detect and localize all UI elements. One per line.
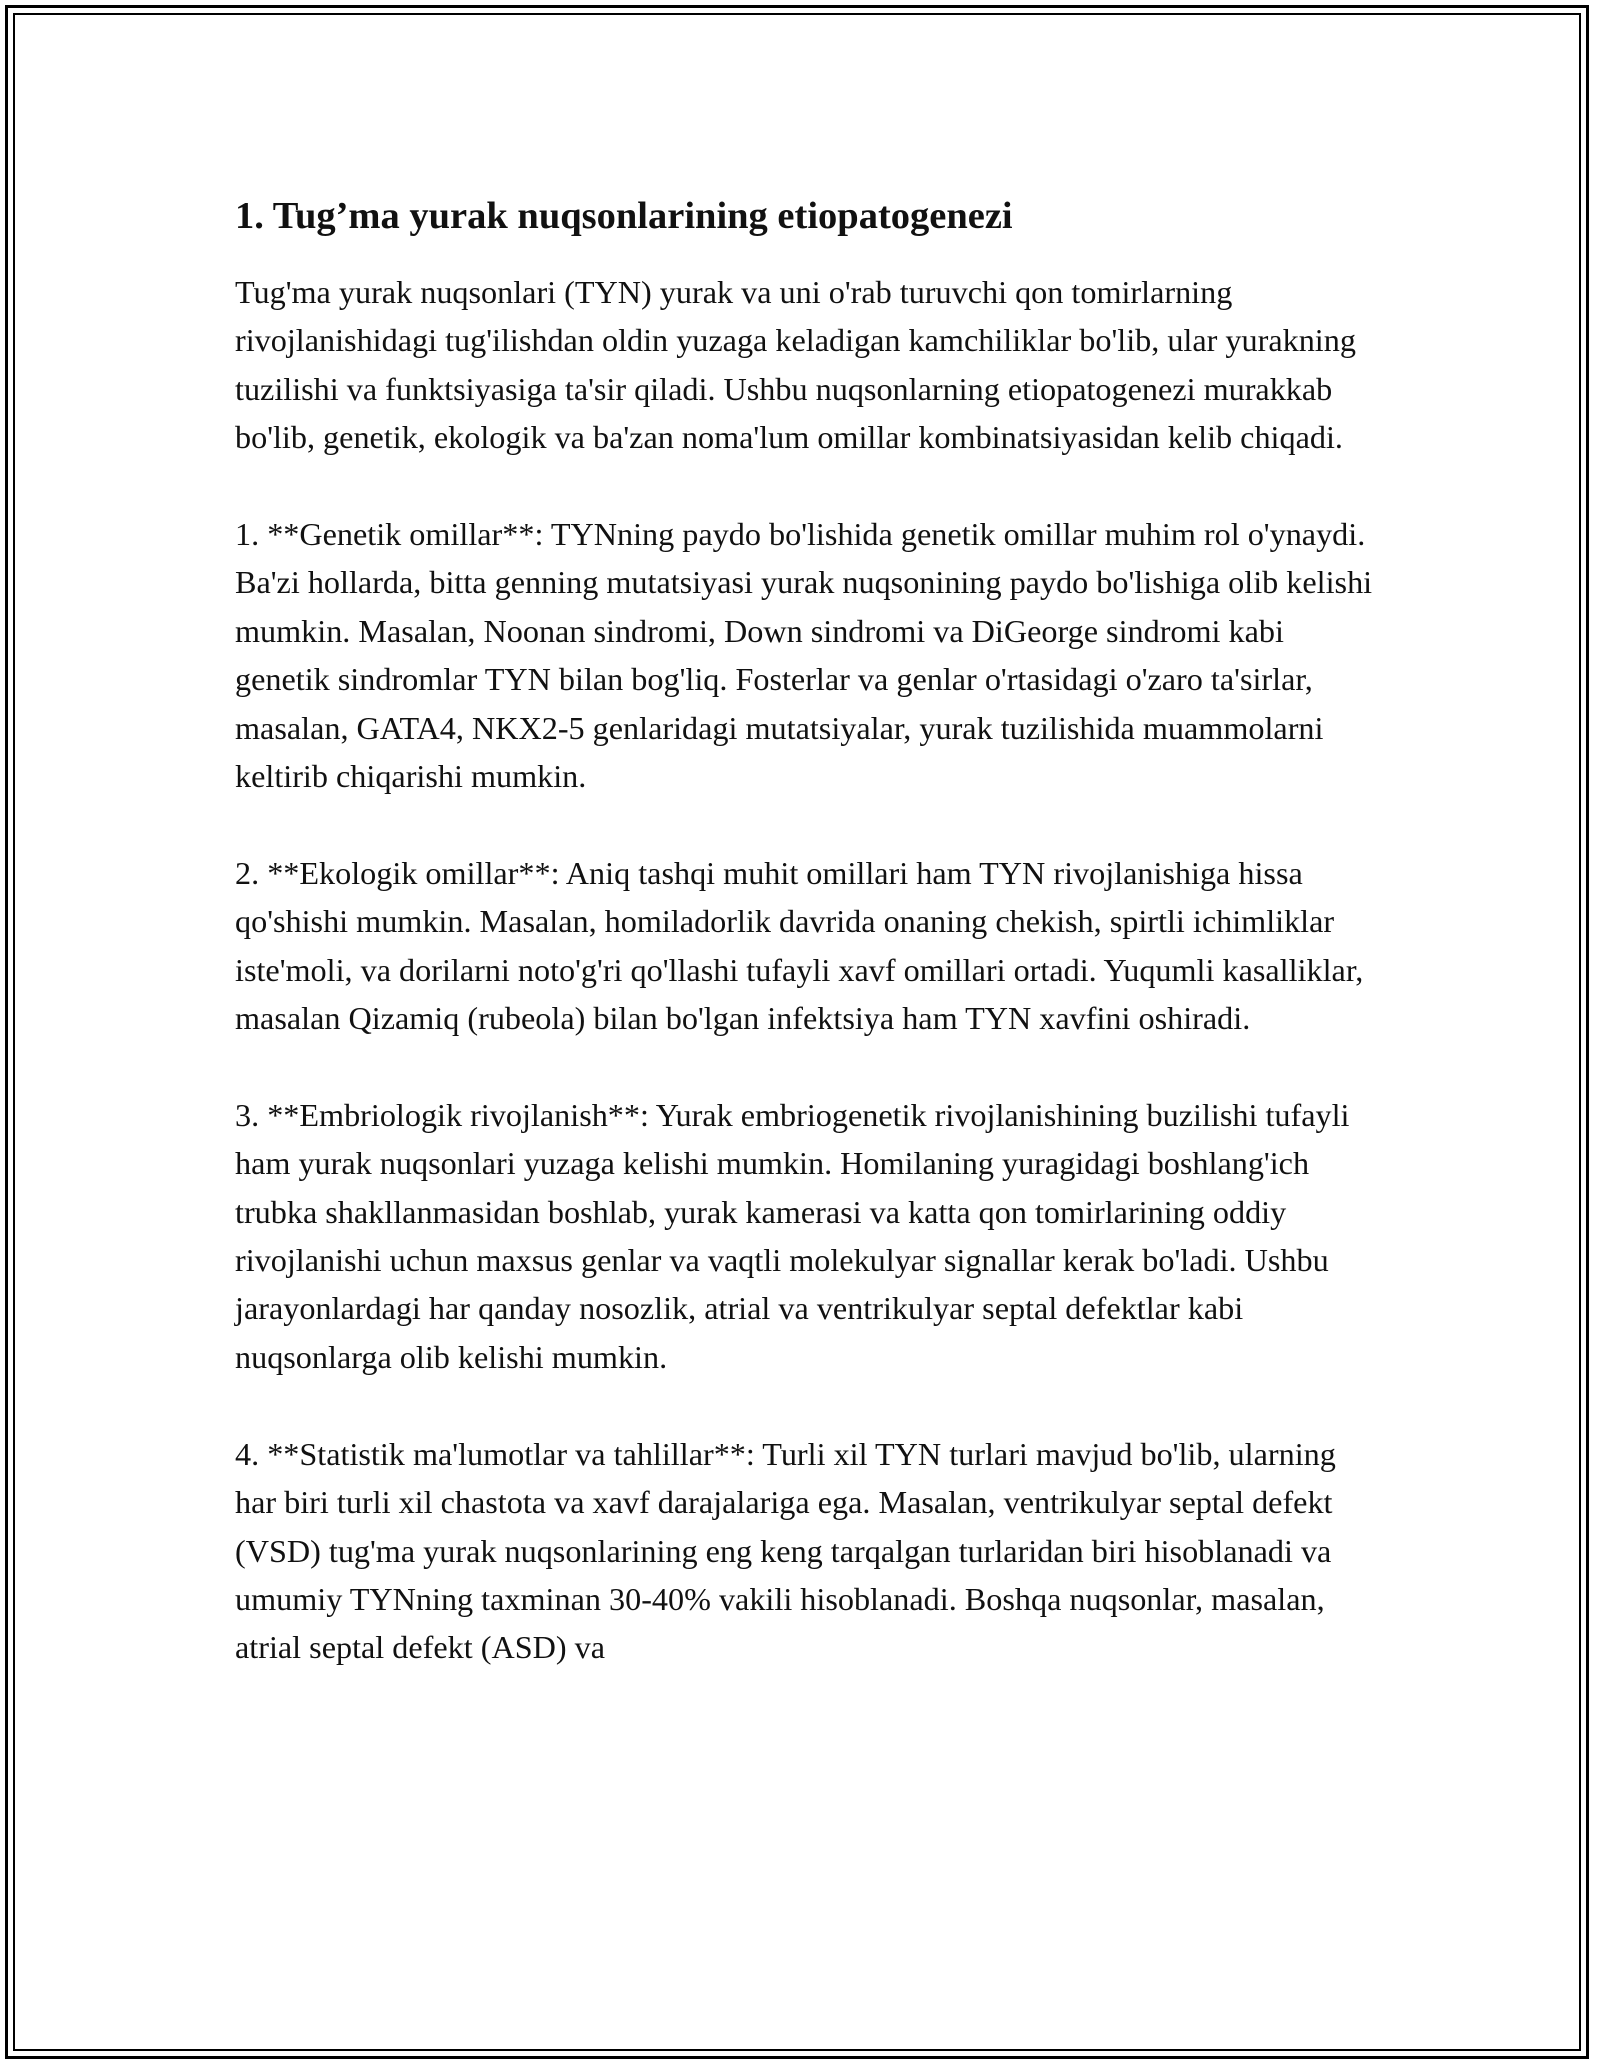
genetic-factors-paragraph: 1. **Genetik omillar**: TYNning paydo bo'lishida genetik omillar muhim rol o'ynaydi. Ba'zi hollarda, bitta genning mutatsiyasi yurak nuqsonining paydo bo'lishiga olib kelishi mumkin. Masalan, Noonan sindromi, Down sindromi va DiGeorge sindromi kabi genetik sindromlar TYN bilan bog'liq. Fosterlar va genlar o'rtasidagi o'zaro ta'sirlar, masalan, GATA4, NKX2-5 genlaridagi mutatsiyalar, yurak tuzilishida muammolarni keltirib chiqarishi mumkin. (235, 516, 1373, 795)
statistics-paragraph: 4. **Statistik ma'lumotlar va tahlillar**: Turli xil TYN turlari mavjud bo'lib, ularning har biri turli xil chastota va xavf darajalariga ega. Masalan, ventrikulyar septal defekt (VSD) tug'ma yurak nuqsonlarining eng keng tarqalgan turlaridan biri hisoblanadi va umumiy TYNning taxminan 30-40% vakili hisoblanadi. Boshqa nuqsonlar, masalan, atrial septal defekt (ASD) va (235, 1435, 1336, 1666)
section-heading: 1. Tug’ma yurak nuqsonlarining etiopatogenezi (235, 195, 1013, 237)
intro-paragraph: Tug'ma yurak nuqsonlari (TYN) yurak va uni o'rab turuvchi qon tomirlarning rivojlanishidagi tug'ilishdan oldin yuzaga keladigan kamchiliklar bo'lib, ular yurakning tuzilishi va funktsiyasiga ta'sir qiladi. Ushbu nuqsonlarning etiopatogenezi murakkab bo'lib, genetik, ekologik va ba'zan noma'lum omillar kombinatsiyasidan kelib chiqadi. (235, 274, 1356, 456)
ecological-factors-paragraph: 2. **Ekologik omillar**: Aniq tashqi muhit omillari ham TYN rivojlanishiga hissa qo'shishi mumkin. Masalan, homiladorlik davrida onaning chekish, spirtli ichimliklar iste'moli, va dorilarni noto'g'ri qo'llashi tufayli xavf omillari ortadi. Yuqumli kasalliklar, masalan Qizamiq (rubeola) bilan bo'lgan infektsiya ham TYN xavfini oshiradi. (235, 854, 1364, 1037)
embryological-development-paragraph: 3. **Embriologik rivojlanish**: Yurak embriogenetik rivojlanishining buzilishi tufayli ham yurak nuqsonlari yuzaga kelishi mumkin. Homilaning yuragidagi boshlang'ich trubka shakllanmasidan boshlab, yurak kamerasi va katta qon tomirlarining oddiy rivojlanishi uchun maxsus genlar va vaqtli molekulyar signallar kerak bo'ladi. Ushbu jarayonlardagi har qanday nosozlik, atrial va ventrikulyar septal defektlar kabi nuqsonlarga olib kelishi mumkin. (235, 1096, 1350, 1375)
document-body (235, 190, 1375, 1672)
